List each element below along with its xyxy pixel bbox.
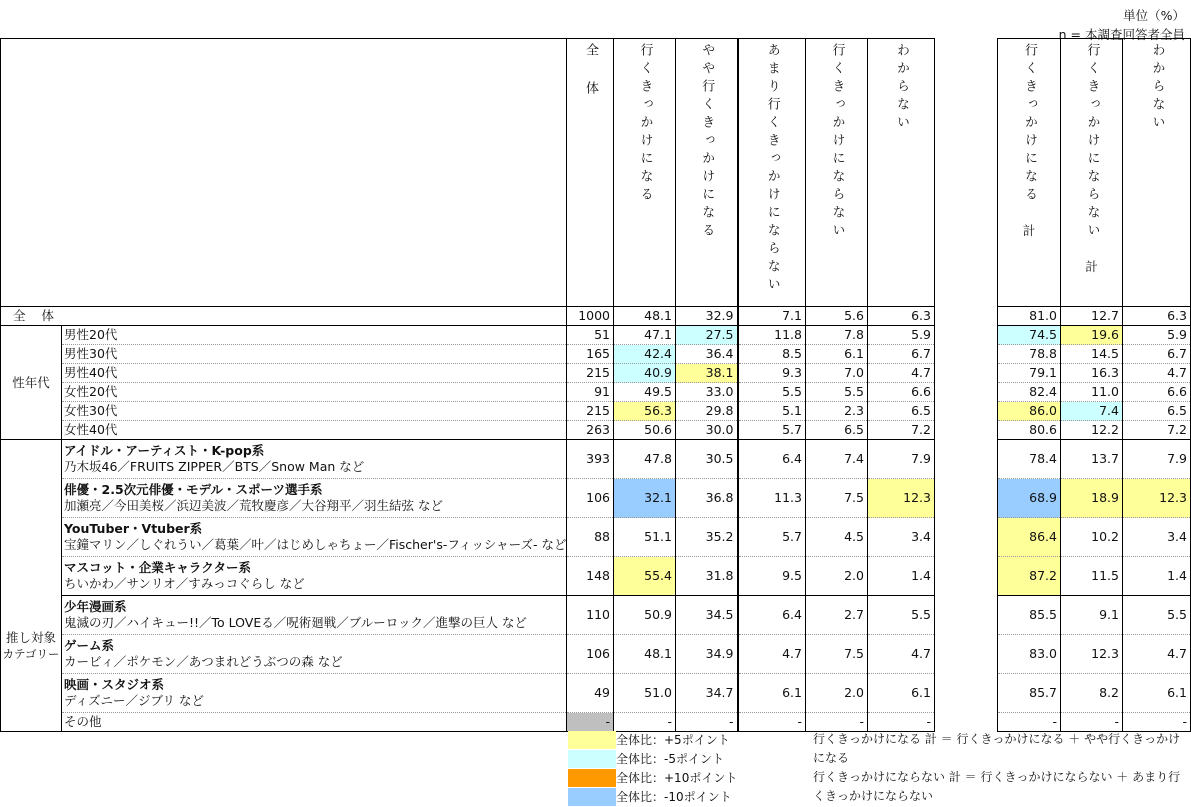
row-label: 女性40代 [62, 421, 567, 440]
cell: 29.8 [676, 402, 738, 421]
sum-cell: 14.5 [1061, 345, 1123, 364]
sum-cell: 82.4 [998, 383, 1061, 402]
sum-cell: 3.4 [1123, 518, 1191, 557]
cell: 5.5 [738, 383, 806, 402]
unit-label: 単位（%） [1123, 8, 1185, 23]
category-examples: 鬼滅の刃／ハイキュー!!／To LOVEる／呪術廻戦／ブルーロック／進撃の巨人 など [64, 615, 527, 630]
table-row [1, 596, 935, 635]
category-title: 少年漫画系 [64, 599, 127, 614]
sum-cell: - [1061, 713, 1123, 732]
table-row [1, 345, 935, 364]
cell: 393 [567, 440, 614, 479]
category-examples: ちいかわ／サンリオ／すみっコぐらし など [64, 576, 305, 591]
sum-cell: 12.3 [1123, 479, 1191, 518]
cell: 47.1 [614, 326, 676, 345]
sum-cell: 6.5 [1123, 402, 1191, 421]
cell: 110 [567, 596, 614, 635]
col-header-2 [676, 39, 738, 307]
cell: 12.3 [868, 479, 935, 518]
category-examples: 宝鐘マリン／しぐれうい／葛葉／叶／はじめしゃちょー／Fischer's-フィッシャーズ- など [64, 537, 567, 552]
cell: 56.3 [614, 402, 676, 421]
cell: 55.4 [614, 557, 676, 596]
cell: 5.7 [738, 518, 806, 557]
table-row [1, 364, 935, 383]
cell: 4.5 [806, 518, 868, 557]
col-header-0-text: 全 体 [583, 43, 598, 99]
category-label [62, 557, 567, 596]
cell: 48.1 [614, 307, 676, 326]
sum-cell: 13.7 [1061, 440, 1123, 479]
cell: 31.8 [676, 557, 738, 596]
cell: - [868, 713, 935, 732]
row-label: 女性30代 [62, 402, 567, 421]
sum-col-header-0 [998, 39, 1061, 307]
sum-cell: 86.4 [998, 518, 1061, 557]
sum-col-suffix-0: 計 [1022, 223, 1036, 238]
cell: 148 [567, 557, 614, 596]
row-label: 男性40代 [62, 364, 567, 383]
cell: 11.3 [738, 479, 806, 518]
legend-text: 全体比：+10ポイント [616, 771, 738, 785]
cell: 51.0 [614, 674, 676, 713]
cell: 34.5 [676, 596, 738, 635]
category-label [62, 635, 567, 674]
col-header-4-text: 行くきっかけにならない [829, 43, 845, 241]
table-row [1, 383, 935, 402]
cell: 1000 [567, 307, 614, 326]
cell: 215 [567, 402, 614, 421]
sum-cell: 79.1 [998, 364, 1061, 383]
sum-cell: 87.2 [998, 557, 1061, 596]
cell: 263 [567, 421, 614, 440]
cell: 7.5 [806, 479, 868, 518]
sum-cell: 16.3 [1061, 364, 1123, 383]
cell: 7.9 [868, 440, 935, 479]
group-label-category-line2: カテゴリー [2, 646, 60, 661]
sum-col-header-1-text: 行くきっかけにならない [1084, 43, 1100, 241]
table-row [1, 635, 935, 674]
main-table [0, 38, 935, 732]
cell: - [676, 713, 738, 732]
col-header-0 [567, 39, 614, 307]
table-row [1, 421, 935, 440]
sum-col-header-1 [1061, 39, 1123, 307]
cell: 91 [567, 383, 614, 402]
sum-cell: 12.7 [1061, 307, 1123, 326]
category-label [62, 674, 567, 713]
sum-col-header-2-text: わからない [1149, 43, 1165, 133]
cell: - [806, 713, 868, 732]
cell: 165 [567, 345, 614, 364]
category-examples: 加瀬亮／今田美桜／浜辺美波／荒牧慶彦／大谷翔平／羽生結弦 など [64, 498, 443, 513]
table-row [1, 326, 935, 345]
legend-item [568, 768, 737, 787]
cell: 32.9 [676, 307, 738, 326]
cell: 7.0 [806, 364, 868, 383]
legend [568, 730, 737, 806]
sum-cell: 6.6 [1123, 383, 1191, 402]
group-label-category-line1: 推し対象 [5, 629, 56, 645]
sum-cell: 85.7 [998, 674, 1061, 713]
note-1: 行くきっかけになる 計 ＝ 行くきっかけになる ＋ やや行くきっかけになる [813, 732, 1181, 765]
sum-cell: - [998, 713, 1061, 732]
sum-cell: 11.0 [1061, 383, 1123, 402]
category-examples: ディズニー／ジブリ など [64, 693, 204, 708]
cell: 2.0 [806, 557, 868, 596]
sum-cell: 68.9 [998, 479, 1061, 518]
category-title: 俳優・2.5次元俳優・モデル・スポーツ選手系 [64, 482, 323, 497]
legend-text: 全体比：-10ポイント [616, 790, 732, 804]
cell: 215 [567, 364, 614, 383]
cell: 5.5 [806, 383, 868, 402]
legend-text: 全体比：-5ポイント [616, 752, 724, 766]
sum-cell: 4.7 [1123, 364, 1191, 383]
cell: 36.4 [676, 345, 738, 364]
col-header-5 [868, 39, 935, 307]
cell: 6.3 [868, 307, 935, 326]
cell: 6.6 [868, 383, 935, 402]
note-2: 行くきっかけにならない 計 ＝ 行くきっかけにならない ＋ あまり行くきっかけにならない [813, 770, 1181, 803]
row-label: 女性20代 [62, 383, 567, 402]
cell: 5.6 [806, 307, 868, 326]
cell: 50.9 [614, 596, 676, 635]
sum-cell: 6.3 [1123, 307, 1191, 326]
sum-cell: 78.8 [998, 345, 1061, 364]
cell: 6.4 [738, 596, 806, 635]
cell: 6.1 [738, 674, 806, 713]
sum-cell: 7.2 [1123, 421, 1191, 440]
row-label: 男性30代 [62, 345, 567, 364]
sum-cell: 81.0 [998, 307, 1061, 326]
col-header-2-text: やや行くきっかけになる [699, 43, 715, 241]
sum-cell: 7.9 [1123, 440, 1191, 479]
sum-cell: 8.2 [1061, 674, 1123, 713]
sum-cell: 11.5 [1061, 557, 1123, 596]
cell: 47.8 [614, 440, 676, 479]
table-row [1, 402, 935, 421]
col-header-3 [738, 39, 806, 307]
sum-cell: 6.7 [1123, 345, 1191, 364]
cell: 4.7 [868, 635, 935, 674]
sum-cell: 74.5 [998, 326, 1061, 345]
cell: 7.2 [868, 421, 935, 440]
cell: 9.5 [738, 557, 806, 596]
cell: 3.4 [868, 518, 935, 557]
sum-col-header-0-text: 行くきっかけになる [1022, 43, 1037, 205]
col-header-4 [806, 39, 868, 307]
cell: 51 [567, 326, 614, 345]
sum-col-suffix-1: 計 [1085, 259, 1098, 274]
sum-cell: 9.1 [1061, 596, 1123, 635]
cell: 5.5 [868, 596, 935, 635]
cell: 2.3 [806, 402, 868, 421]
summary-table [997, 38, 1191, 732]
cell: 34.7 [676, 674, 738, 713]
legend-item [568, 787, 737, 806]
cell: 33.0 [676, 383, 738, 402]
cell: - [614, 713, 676, 732]
cell: 7.5 [806, 635, 868, 674]
cell: 6.1 [868, 674, 935, 713]
cell: 27.5 [676, 326, 738, 345]
table-row [1, 518, 935, 557]
sum-cell: 7.4 [1061, 402, 1123, 421]
cell: 48.1 [614, 635, 676, 674]
cell: - [738, 713, 806, 732]
cell: 49 [567, 674, 614, 713]
cell: 40.9 [614, 364, 676, 383]
cell: 5.7 [738, 421, 806, 440]
cell: 11.8 [738, 326, 806, 345]
header-corner [1, 39, 567, 307]
cell: 7.1 [738, 307, 806, 326]
legend-item [568, 749, 737, 768]
cell: 8.5 [738, 345, 806, 364]
cell: 5.9 [868, 326, 935, 345]
cell: 6.4 [738, 440, 806, 479]
cell: 9.3 [738, 364, 806, 383]
col-header-1-text: 行くきっかけになる [637, 43, 653, 205]
total-row-label: 全 体 [1, 307, 567, 326]
col-header-5-text: わからない [894, 43, 909, 133]
category-title: アイドル・アーティスト・K-pop系 [64, 443, 265, 458]
cell: 38.1 [676, 364, 738, 383]
legend-swatch [568, 769, 616, 787]
sum-cell: 78.4 [998, 440, 1061, 479]
category-label [62, 596, 567, 635]
category-examples: 乃木坂46／FRUITS ZIPPER／BTS／Snow Man など [64, 459, 365, 474]
category-examples: カービィ／ポケモン／あつまれどうぶつの森 など [64, 654, 343, 669]
cell: 6.5 [868, 402, 935, 421]
category-label [62, 518, 567, 557]
cell: 35.2 [676, 518, 738, 557]
cell: 42.4 [614, 345, 676, 364]
cell: - [567, 713, 614, 732]
cell: 32.1 [614, 479, 676, 518]
cell: 4.7 [738, 635, 806, 674]
table-row [1, 479, 935, 518]
category-label [62, 440, 567, 479]
sum-cell: 86.0 [998, 402, 1061, 421]
sum-cell: 80.6 [998, 421, 1061, 440]
cell: 4.7 [868, 364, 935, 383]
cell: 2.7 [806, 596, 868, 635]
cell: 36.8 [676, 479, 738, 518]
row-label-other: その他 [62, 713, 567, 732]
cell: 6.7 [868, 345, 935, 364]
cell: 49.5 [614, 383, 676, 402]
sum-cell: 1.4 [1123, 557, 1191, 596]
sum-cell: - [1123, 713, 1191, 732]
category-label [62, 479, 567, 518]
legend-swatch [568, 731, 616, 749]
legend-swatch [568, 750, 616, 768]
category-title: マスコット・企業キャラクター系 [64, 560, 252, 575]
cell: 6.5 [806, 421, 868, 440]
cell: 106 [567, 635, 614, 674]
category-title: 映画・スタジオ系 [64, 677, 165, 692]
sum-cell: 85.5 [998, 596, 1061, 635]
cell: 30.0 [676, 421, 738, 440]
sum-col-header-2 [1123, 39, 1191, 307]
cell: 7.4 [806, 440, 868, 479]
col-header-3-text: あまり行くきっかけにならない [764, 43, 780, 295]
table-row [1, 557, 935, 596]
cell: 51.1 [614, 518, 676, 557]
group-label-category [1, 440, 62, 732]
legend-item [568, 730, 737, 749]
category-title: YouTuber・Vtuber系 [64, 521, 203, 536]
cell: 50.6 [614, 421, 676, 440]
cell: 7.8 [806, 326, 868, 345]
sum-cell: 5.9 [1123, 326, 1191, 345]
cell: 88 [567, 518, 614, 557]
cell: 6.1 [806, 345, 868, 364]
sum-cell: 4.7 [1123, 635, 1191, 674]
legend-text: 全体比：+5ポイント [616, 733, 730, 747]
cell: 34.9 [676, 635, 738, 674]
cell: 106 [567, 479, 614, 518]
notes [813, 730, 1191, 806]
sum-cell: 12.2 [1061, 421, 1123, 440]
cell: 1.4 [868, 557, 935, 596]
sum-cell: 10.2 [1061, 518, 1123, 557]
table-row [1, 440, 935, 479]
sum-cell: 18.9 [1061, 479, 1123, 518]
cell: 5.1 [738, 402, 806, 421]
table-row [1, 674, 935, 713]
group-label-sexage: 性年代 [1, 326, 62, 440]
sum-cell: 19.6 [1061, 326, 1123, 345]
category-title: ゲーム系 [64, 638, 115, 653]
row-label: 男性20代 [62, 326, 567, 345]
col-header-1 [614, 39, 676, 307]
base-label: n = 本調査回答者全員 [1058, 27, 1185, 42]
sum-cell: 6.1 [1123, 674, 1191, 713]
cell: 2.0 [806, 674, 868, 713]
cell: 30.5 [676, 440, 738, 479]
legend-swatch [568, 788, 616, 806]
sum-cell: 5.5 [1123, 596, 1191, 635]
sum-cell: 12.3 [1061, 635, 1123, 674]
sum-cell: 83.0 [998, 635, 1061, 674]
